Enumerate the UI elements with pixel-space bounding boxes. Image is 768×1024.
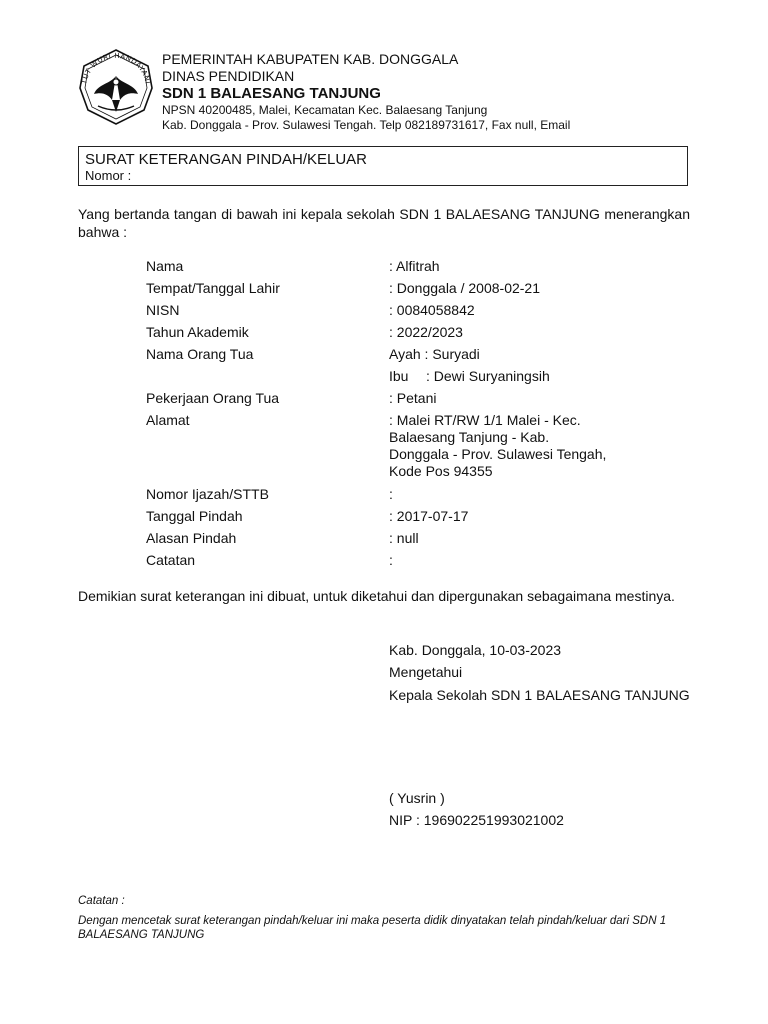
footer-note-label: Catatan : [78,895,125,907]
field-label-academic-year: Tahun Akademik [146,324,249,340]
document-number: Nomor : [85,168,132,183]
logo-motto: TUT WURI HANDAYANI [80,51,152,85]
field-value-address: : Malei RT/RW 1/1 Malei - Kec. Balaesang Tanjung - Kab. Donggala - Prov. Sulawesi Tengah, Kode Pos 94355 [389,412,607,479]
field-value-notes: : [389,552,393,568]
signature-acknowledge: Mengetahui [389,664,463,680]
field-label-move-date: Tanggal Pindah [146,508,243,524]
field-value-parent-job: : Petani [389,390,437,406]
footer-note-text: Dengan mencetak surat keterangan pindah/keluar ini maka peserta didik dinyatakan telah pindah/keluar dari SDN 1 BALAESANG TANJUNG [78,915,667,941]
school-logo-emblem [76,48,156,126]
header-department: DINAS PENDIDIKAN [162,68,295,84]
closing-paragraph: Demikian surat keterangan ini dibuat, untuk diketahui dan dipergunakan sebagaimana mestinya. [78,588,675,604]
field-value-mother: : Dewi Suryaningsih [426,368,550,384]
signature-name: ( Yusrin ) [389,790,445,806]
header-contact: Kab. Donggala - Prov. Sulawesi Tengah. Telp 082189731617, Fax null, Email [162,118,571,132]
field-label-birth: Tempat/Tanggal Lahir [146,280,280,296]
signature-position: Kepala Sekolah SDN 1 BALAESANG TANJUNG [389,687,690,703]
field-value-father: Ayah : Suryadi [389,346,480,362]
field-label-parents: Nama Orang Tua [146,346,254,362]
field-label-nisn: NISN [146,302,180,318]
field-label-nama: Nama [146,258,184,274]
signature-nip: NIP : 196902251993021002 [389,812,564,828]
field-label-address: Alamat [146,412,190,428]
header-npsn-address: NPSN 40200485, Malei, Kecamatan Kec. Balaesang Tanjung [162,103,488,117]
document-title-box [78,146,688,186]
field-value-nisn: : 0084058842 [389,302,475,318]
header-school-name: SDN 1 BALAESANG TANJUNG [162,85,381,102]
field-label-move-reason: Alasan Pindah [146,530,237,546]
document-title: SURAT KETERANGAN PINDAH/KELUAR [85,151,368,168]
field-value-certificate: : [389,486,393,502]
field-label-notes: Catatan [146,552,196,568]
field-value-nama: : Alfitrah [389,258,440,274]
field-value-move-reason: : null [389,530,419,546]
field-value-birth: : Donggala / 2008-02-21 [389,280,540,296]
field-value-academic-year: : 2022/2023 [389,324,463,340]
signature-place-date: Kab. Donggala, 10-03-2023 [389,642,562,658]
field-label-parent-job: Pekerjaan Orang Tua [146,390,280,406]
field-label-certificate: Nomor Ijazah/STTB [146,486,269,502]
header-government: PEMERINTAH KABUPATEN KAB. DONGGALA [162,51,459,67]
intro-paragraph: Yang bertanda tangan di bawah ini kepala sekolah SDN 1 BALAESANG TANJUNG menerangkan bahwa : [78,206,690,240]
field-label-mother: Ibu [389,368,409,384]
field-value-move-date: : 2017-07-17 [389,508,469,524]
